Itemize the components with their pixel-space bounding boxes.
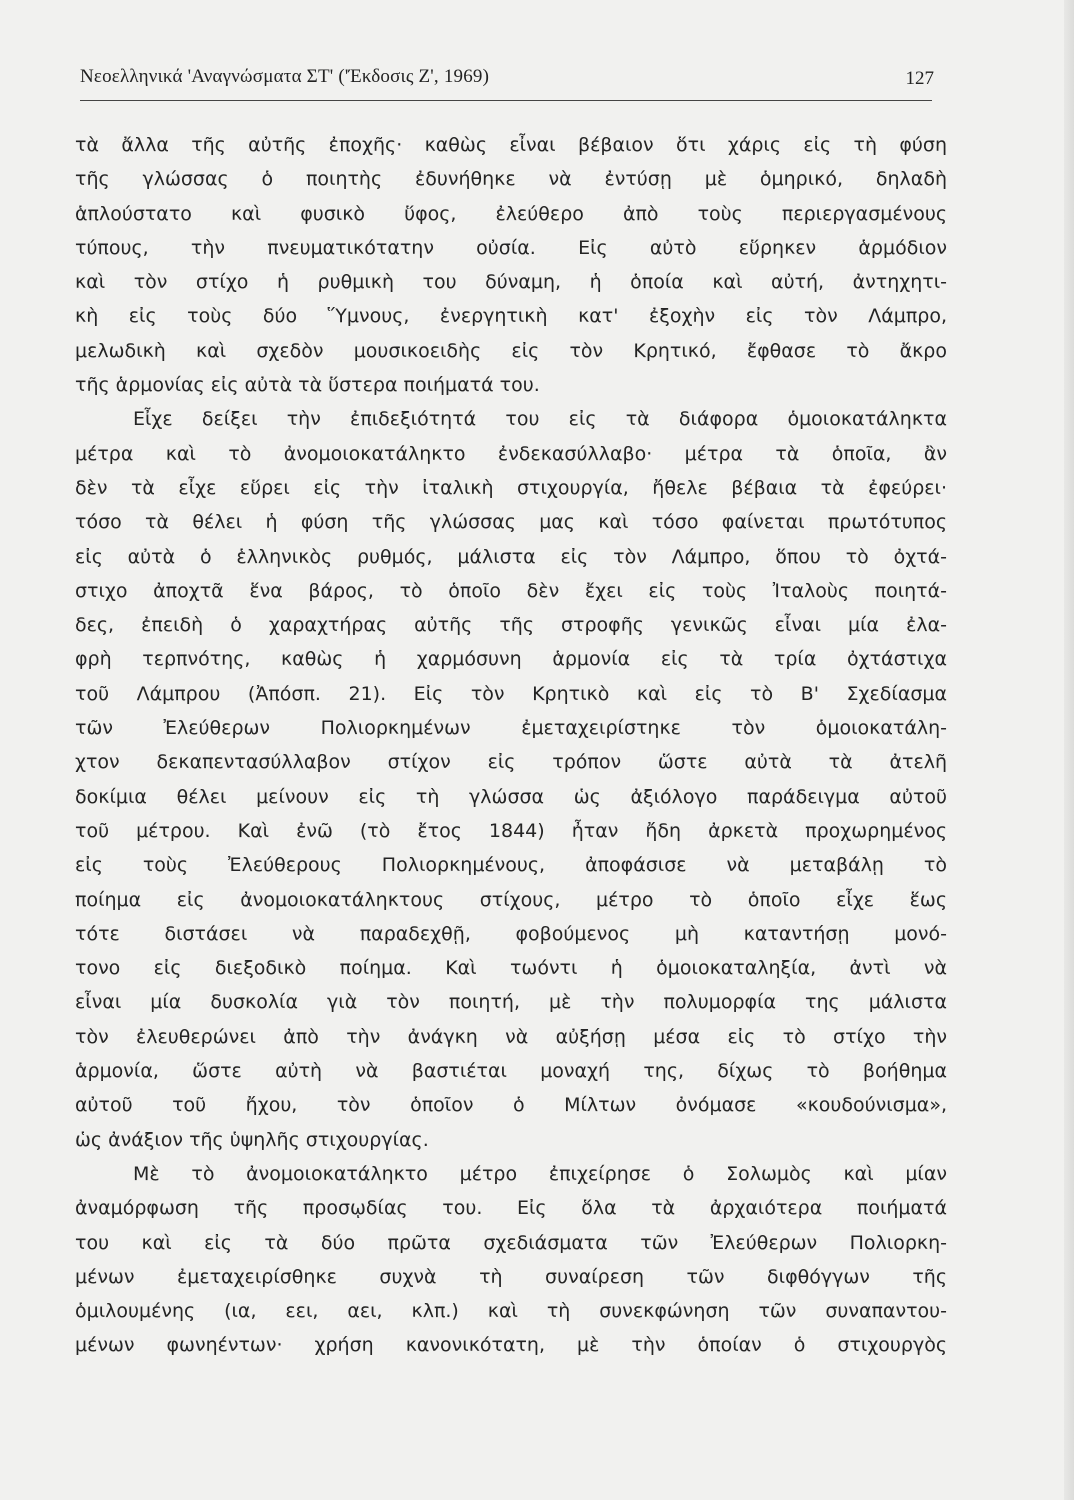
text-line: μελωδικὴ καὶ σχεδὸν μουσικοειδὴς εἰς τὸν Κρητικό, ἔφθασε τὸ ἄκρο bbox=[75, 339, 947, 362]
text-line: του καὶ εἰς τὰ δύο πρῶτα σχεδιάσματα τῶν Ἐλεύθερων Πολιορκη- bbox=[75, 1231, 947, 1254]
text-line: εἰς τοὺς Ἐλεύθερους Πολιορκημένους, ἀποφάσισε νὰ μεταβάλῃ τὸ bbox=[75, 854, 947, 877]
running-head bbox=[80, 62, 940, 102]
text-line: τοῦ Λάμπρου (Ἀπόσπ. 21). Εἰς τὸν Κρητικὸ καὶ εἰς τὸ Β' Σχεδίασμα bbox=[75, 682, 947, 705]
text-line: τοῦ μέτρου. Καὶ ἐνῶ (τὸ ἔτος 1844) ἦταν ἤδη ἀρκετὰ προχωρημένος bbox=[75, 819, 947, 842]
text-line: τὰ ἄλλα τῆς αὐτῆς ἐποχῆς· καθὼς εἶναι βέβαιον ὅτι χάρις εἰς τὴ φύση bbox=[75, 134, 947, 156]
header-rule bbox=[80, 100, 932, 101]
text-line: εἰς αὐτὰ ὁ ἑλληνικὸς ρυθμός, μάλιστα εἰς τὸν Λάμπρο, ὅπου τὸ ὀχτά- bbox=[75, 545, 947, 568]
text-line: μένων φωνηέντων· χρήση κανονικότατη, μὲ τὴν ὁποίαν ὁ στιχουργὸς bbox=[75, 1334, 947, 1357]
text-line: χτον δεκαπεντασύλλαβον στίχον εἰς τρόπον ὥστε αὐτὰ τὰ ἀτελῆ bbox=[75, 751, 947, 774]
text-line: ἀναμόρφωση τῆς προσῳδίας του. Εἰς ὅλα τὰ ἀρχαιότερα ποιήματά bbox=[75, 1197, 947, 1220]
text-line: ποίημα εἰς ἀνομοιοκατάληκτους στίχους, μέτρο τὸ ὁποῖο εἶχε ἕως bbox=[75, 888, 947, 911]
text-line: τῆς γλώσσας ὁ ποιητὴς ἐδυνήθηκε νὰ ἐντύσῃ μὲ ὁμηρικό, δηλαδὴ bbox=[75, 168, 947, 191]
text-line: τότε διστάσει νὰ παραδεχθῇ, φοβούμενος μὴ καταντήσῃ μονό- bbox=[75, 922, 947, 945]
text-line: δὲν τὰ εἶχε εὕρει εἰς τὴν ἰταλικὴ στιχουργία, ἤθελε βέβαια τὰ ἐφεύρει· bbox=[75, 476, 947, 499]
text-line: τὸν ἐλευθερώνει ἀπὸ τὴν ἀνάγκη νὰ αὐξήσῃ μέσα εἰς τὸ στίχο τὴν bbox=[75, 1025, 947, 1048]
body-text bbox=[75, 128, 947, 1363]
text-line: φρὴ τερπνότης, καθὼς ἡ χαρμόσυνη ἁρμονία εἰς τὰ τρία ὀχτάστιχα bbox=[75, 648, 947, 671]
text-line: ὡς ἀνάξιον τῆς ὑψηλῆς στιχουργίας. bbox=[75, 1128, 429, 1151]
text-line: ἁρμονία, ὥστε αὐτὴ νὰ βαστιέται μοναχή της, δίχως τὸ βοήθημα bbox=[75, 1060, 947, 1083]
text-line: τῆς ἁρμονίας εἰς αὐτὰ τὰ ὕστερα ποιήματά του. bbox=[75, 374, 540, 397]
text-line: μέτρα καὶ τὸ ἀνομοιοκατάληκτο ἐνδεκασύλλαβο· μέτρα τὰ ὁποῖα, ἂν bbox=[75, 442, 947, 465]
text-line: ἁπλούστατο καὶ φυσικὸ ὕφος, ἐλεύθερο ἀπὸ τοὺς περιεργασμένους bbox=[75, 202, 947, 225]
text-line: τύπους, τὴν πνευματικότατην οὐσία. Εἰς αὐτὸ εὕρηκεν ἁρμόδιον bbox=[75, 236, 947, 259]
page-edge bbox=[1064, 0, 1074, 1500]
page-number: 127 bbox=[905, 68, 934, 89]
text-line: ὁμιλουμένης (ια, εει, αει, κλπ.) καὶ τὴ συνεκφώνηση τῶν συναπαντου- bbox=[75, 1300, 947, 1323]
text-line: κὴ εἰς τοὺς δύο Ὕμνους, ἐνεργητικὴ κατ' ἐξοχὴν εἰς τὸν Λάμπρο, bbox=[75, 305, 947, 328]
text-line: εἶναι μία δυσκολία γιὰ τὸν ποιητή, μὲ τὴν πολυμορφία της μάλιστα bbox=[75, 991, 947, 1014]
text-line: δοκίμια θέλει μείνουν εἰς τὴ γλώσσα ὡς ἀξιόλογο παράδειγμα αὐτοῦ bbox=[75, 785, 947, 808]
text-line: τῶν Ἐλεύθερων Πολιορκημένων ἐμεταχειρίστηκε τὸν ὁμοιοκατάλη- bbox=[75, 717, 947, 740]
paragraph-start-line: Εἶχε δείξει τὴν ἐπιδεξιότητά του εἰς τὰ διάφορα ὁμοιοκατάληκτα bbox=[133, 408, 947, 431]
text-line: τονο εἰς διεξοδικὸ ποίημα. Καὶ τωόντι ἡ ὁμοιοκαταληξία, ἀντὶ νὰ bbox=[75, 957, 947, 980]
text-line: καὶ τὸν στίχο ἡ ρυθμικὴ του δύναμη, ἡ ὁποία καὶ αὐτή, ἀντηχητι- bbox=[75, 271, 947, 294]
text-line: δες, ἐπειδὴ ὁ χαραχτήρας αὐτῆς τῆς στροφῆς γενικῶς εἶναι μία ἐλα- bbox=[75, 614, 947, 637]
text-line: τόσο τὰ θέλει ἡ φύση τῆς γλώσσας μας καὶ τόσο φαίνεται πρωτότυπος bbox=[75, 511, 947, 534]
text-line: μένων ἐμεταχειρίσθηκε συχνὰ τὴ συναίρεση τῶν διφθόγγων τῆς bbox=[75, 1265, 947, 1288]
paragraph-start-line: Μὲ τὸ ἀνομοιοκατάληκτο μέτρο ἐπιχείρησε ὁ Σολωμὸς καὶ μίαν bbox=[133, 1162, 947, 1185]
text-line: στιχο ἀποχτᾶ ἕνα βάρος, τὸ ὁποῖο δὲν ἔχει εἰς τοὺς Ἰταλοὺς ποιητά- bbox=[75, 579, 947, 602]
book-title: Νεοελληνικά 'Αναγνώσματα ΣΤ' ('Έκδοσις Ζ', 1969) bbox=[80, 66, 490, 87]
text-line: αὐτοῦ τοῦ ἤχου, τὸν ὁποῖον ὁ Μίλτων ὀνόμασε «κουδούνισμα», bbox=[75, 1094, 947, 1117]
